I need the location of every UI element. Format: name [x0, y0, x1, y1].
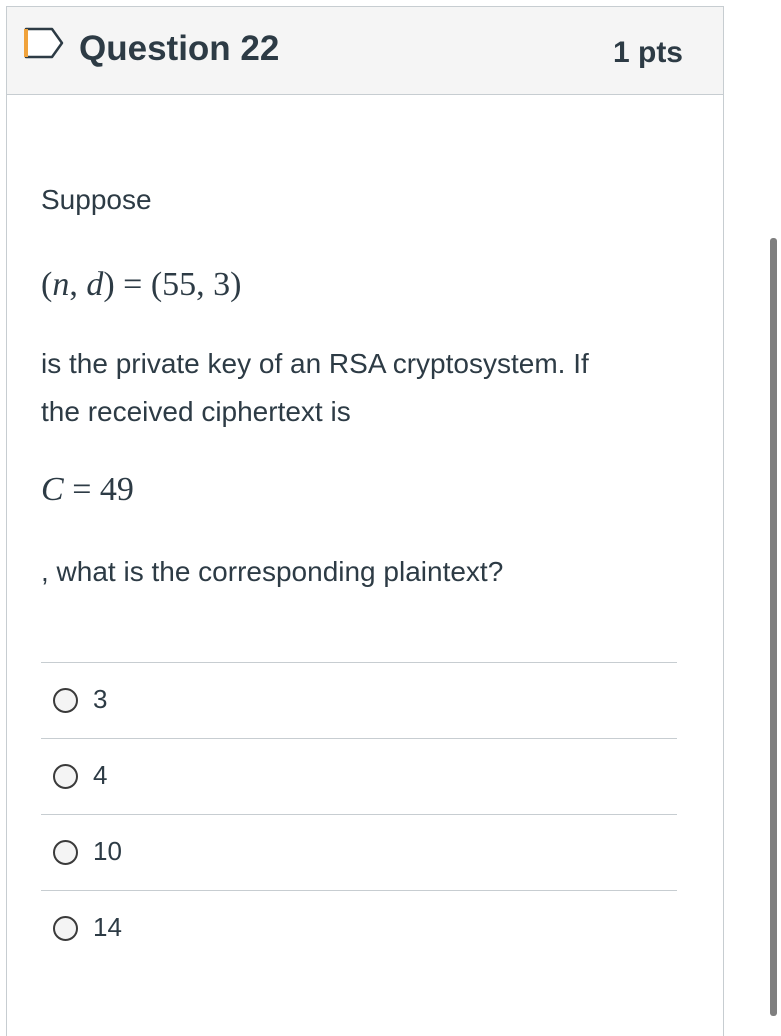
- question-points: 1 pts: [612, 36, 683, 69]
- answer-option[interactable]: [41, 890, 677, 966]
- question-text-line2: the received ciphertext is: [41, 396, 351, 427]
- key-equation: [41, 263, 242, 307]
- question-header: [7, 7, 723, 95]
- answer-label: 3: [93, 684, 108, 714]
- key-equation-text: (n, d) = (55, 3): [41, 266, 242, 303]
- answer-option[interactable]: [41, 738, 677, 814]
- radio-button[interactable]: [53, 840, 78, 865]
- answer-label: 14: [93, 912, 122, 942]
- scrollbar[interactable]: [770, 238, 777, 1016]
- cipher-equation: [41, 468, 134, 512]
- question-text-line1: is the private key of an RSA cryptosystem. If: [41, 348, 589, 379]
- question-text-prompt: , what is the corresponding plaintext?: [41, 556, 504, 587]
- flag-icon[interactable]: [24, 27, 64, 59]
- answer-list: [41, 662, 677, 966]
- question-title: Question 22: [79, 29, 280, 68]
- answer-label: 4: [93, 760, 108, 790]
- answer-option[interactable]: [41, 662, 677, 738]
- radio-button[interactable]: [53, 764, 78, 789]
- answer-label: 10: [93, 836, 122, 866]
- cipher-equation-text: C = 49: [41, 471, 134, 508]
- answer-option[interactable]: [41, 814, 677, 890]
- radio-button[interactable]: [53, 916, 78, 941]
- radio-button[interactable]: [53, 688, 78, 713]
- question-text-intro: Suppose: [41, 184, 152, 215]
